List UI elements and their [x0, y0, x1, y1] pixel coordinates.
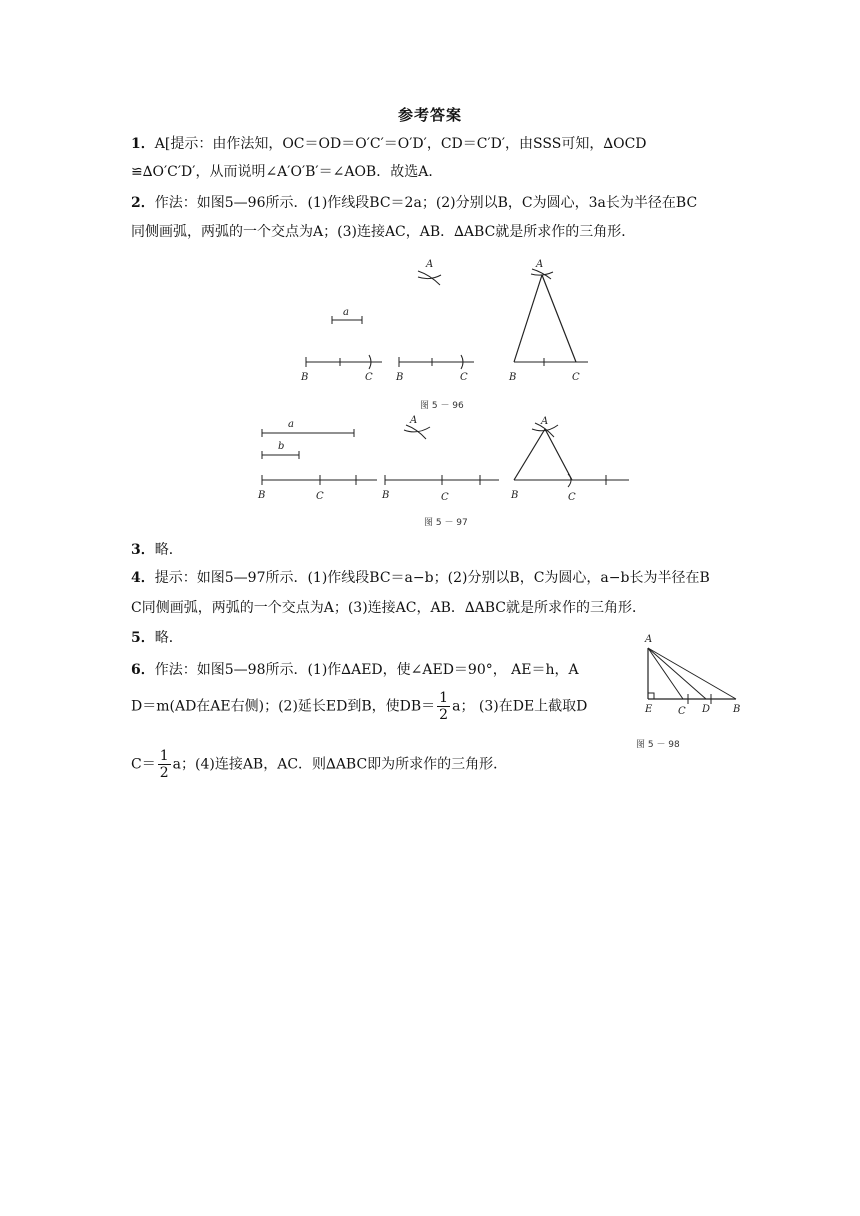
answer-number: 2．	[131, 195, 155, 211]
label-a: a	[288, 419, 294, 430]
answer-number: 4．	[131, 570, 155, 586]
label-B: B	[382, 490, 390, 501]
label-A: A	[541, 416, 549, 427]
answer-text: 同侧画弧，两弧的一个交点为A；(3)连接AC，AB．∆ABC就是所求作的三角形．	[131, 224, 636, 240]
label-B: B	[511, 490, 519, 501]
answer-4-line-2	[131, 598, 646, 618]
fraction-one-half: $\frac{1}{2}$	[159, 748, 169, 781]
label-A: A	[410, 415, 418, 426]
answer-text: 作法：如图5—98所示．(1)作∆AED，使∠AED＝90°， AE＝h，A	[154, 662, 579, 678]
label-C: C	[365, 372, 373, 383]
figure-5-96	[296, 255, 596, 390]
label-b: b	[278, 441, 285, 452]
label-D: D	[702, 704, 711, 715]
answer-1-line-1	[131, 134, 647, 154]
label-C: C	[568, 492, 576, 503]
label-C: C	[441, 492, 449, 503]
answer-number: 6．	[131, 662, 155, 678]
label-A: A	[426, 259, 434, 270]
answer-number: 5．	[131, 630, 155, 646]
answer-6-line-1	[131, 660, 579, 680]
label-C: C	[678, 706, 686, 717]
figure-5-98	[636, 630, 756, 720]
label-B: B	[733, 704, 741, 715]
answer-text: C同侧画弧，两弧的一个交点为A；(3)连接AC，AB．∆ABC就是所求作的三角形．	[131, 600, 647, 616]
figure-5-98-caption: 图 5 － 98	[636, 740, 680, 750]
answer-5	[131, 628, 183, 648]
answer-number: 1．	[131, 136, 155, 152]
label-E: E	[645, 704, 653, 715]
answer-text: a；(4)连接AB，AC．则∆ABC即为所求作的三角形．	[172, 756, 508, 773]
answer-text: 略．	[154, 542, 183, 558]
figure-5-97	[252, 413, 637, 513]
answer-text: 提示：如图5—97所示．(1)作线段BC＝a−b；(2)分别以B，C为圆心，a−b长为半径在B	[154, 570, 710, 586]
answer-3	[131, 540, 183, 560]
label-B: B	[301, 372, 309, 383]
answer-text: 略．	[154, 630, 183, 646]
label-a: a	[343, 307, 349, 318]
answer-text: D＝m(AD在AE右侧)；(2)延长ED到B，使DB＝	[131, 698, 436, 715]
label-C: C	[460, 372, 468, 383]
label-A: A	[645, 634, 653, 645]
label-C: C	[316, 491, 324, 502]
label-B: B	[509, 372, 517, 383]
label-C: C	[572, 372, 580, 383]
answer-number: 3．	[131, 542, 155, 558]
answer-6-line-2	[131, 690, 587, 723]
label-A: A	[536, 259, 544, 270]
answer-text: 作法：如图5—96所示．(1)作线段BC＝2a；(2)分别以B，C为圆心，3a长为半径在BC	[154, 195, 698, 211]
answer-6-line-3	[131, 748, 507, 781]
answer-text: C＝	[131, 756, 156, 773]
answer-text: a； (3)在DE上截取D	[452, 698, 588, 715]
fraction-one-half: $\frac{1}{2}$	[439, 690, 449, 723]
answer-text: A[提示：由作法知，OC＝OD＝O′C′＝O′D′，CD＝C′D′，由SSS可知，∆OCD	[154, 136, 647, 152]
label-B: B	[396, 372, 404, 383]
answer-1-line-2	[131, 162, 442, 182]
answer-2-line-2	[131, 222, 635, 242]
answer-4-line-1	[131, 568, 710, 588]
answer-text: ≌∆O′C′D′，从而说明∠A′O′B′＝∠AOB．故选A．	[131, 164, 443, 180]
page-title: 参考答案	[397, 106, 462, 124]
answer-2-line-1	[131, 193, 697, 213]
figure-5-97-caption: 图 5 － 97	[424, 518, 468, 528]
figure-5-96-caption: 图 5 － 96	[420, 401, 464, 411]
label-B: B	[258, 490, 266, 501]
